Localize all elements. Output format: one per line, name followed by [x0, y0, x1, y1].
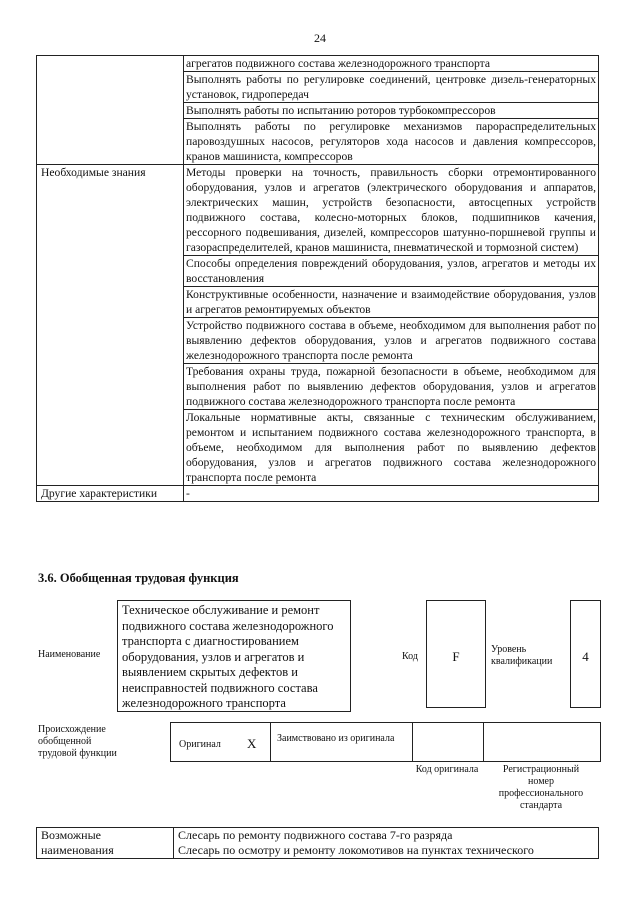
table-cell: агрегатов подвижного состава железнодорожного транспорта [184, 56, 599, 72]
borrowed-label: Заимствовано из оригинала [277, 733, 395, 744]
origin-box [170, 722, 601, 762]
code-label: Код [402, 651, 418, 662]
skills-table [36, 55, 599, 502]
list-item: Слесарь по осмотру и ремонту локомотивов на пунктах технического [178, 843, 534, 857]
table-cell: Выполнять работы по регулировке механизмов парораспределительных паровоздушных насосов, регуляторов хода насосов и давления компрессоров, кранов машиниста, компрессоров [184, 119, 599, 165]
table-row [37, 56, 599, 72]
name-label: Наименование [38, 649, 101, 660]
original-mark: X [247, 736, 257, 751]
possible-names-table [36, 827, 599, 859]
reg-caption: Регистрационный номер профессионального стандарта [498, 764, 584, 811]
divider [483, 723, 484, 761]
table-row [37, 486, 599, 502]
original-label: Оригинал [179, 739, 221, 750]
possible-names-cell [174, 828, 599, 859]
page-number: 24 [314, 31, 326, 45]
row-label [37, 56, 184, 165]
table-row [37, 165, 599, 256]
section-title: 3.6. Обобщенная трудовая функция [38, 571, 239, 585]
level-label: Уровень квалификации [491, 644, 553, 667]
table-cell: Конструктивные особенности, назначение и взаимодействие оборудования, узлов и агрегатов ремонтируемых объектов [184, 287, 599, 318]
origin-label: Происхождение обобщенной трудовой функции [38, 724, 117, 759]
table-cell: Способы определения повреждений оборудования, узлов, агрегатов и методы их восстановления [184, 256, 599, 287]
table-cell: Выполнять работы по регулировке соединений, центровке дизель-генераторных установок, гидропередач [184, 72, 599, 103]
divider [412, 723, 413, 761]
table-cell: Требования охраны труда, пожарной безопасности в объеме, необходимом для выполнения работ по выявлению дефектов оборудования, узлов и агрегатов подвижного состава железнодорожного транспорта после ремонта [184, 364, 599, 410]
level-box [570, 600, 601, 708]
table-cell: Выполнять работы по испытанию роторов турбокомпрессоров [184, 103, 599, 119]
row-label: Необходимые знания [37, 165, 184, 486]
divider [270, 723, 271, 761]
level-value: 4 [582, 649, 589, 664]
table-cell: Локальные нормативные акты, связанные с техническим обслуживанием, ремонтом и испытанием подвижного состава железнодорожного транспорта, в объеме, необходимом для выполнения работ по выявлению дефектов оборудования, узлов и агрегатов подвижного состава железнодорожного транспорта после ремонта [184, 410, 599, 486]
code-box [426, 600, 486, 708]
code-value: F [452, 649, 460, 664]
table-cell: Устройство подвижного состава в объеме, необходимом для выполнения работ по выявлению дефектов оборудования, узлов и агрегатов подвижного состава железнодорожного транспорта после ремонта [184, 318, 599, 364]
function-name-box: Техническое обслуживание и ремонт подвижного состава железнодорожного транспорта с диагностированием оборудования, узлов и агрегатов и выявлением скрытых дефектов и неисправностей подвижного состава железнодорожного транспорта [117, 600, 351, 712]
list-item: Слесарь по ремонту подвижного состава 7-го разряда [178, 828, 453, 842]
table-cell: Методы проверки на точность, правильность сборки отремонтированного оборудования, узлов и агрегатов (электрического оборудования и аппаратов, электрических машин, устройств безопасности, автосцепных устройств подвижного состава, колесно-моторных блоков, подшипников качения, рессорного подвешивания, дизелей, компрессоров шатунно-поршневой группы и газораспределителей, кранов машиниста, пневматической и тормозной систем) [184, 165, 599, 256]
code-caption: Код оригинала [415, 764, 479, 775]
possible-names-label: Возможные наименования [37, 828, 174, 859]
table-cell: - [184, 486, 599, 502]
row-label: Другие характеристики [37, 486, 184, 502]
table-row [37, 828, 599, 859]
